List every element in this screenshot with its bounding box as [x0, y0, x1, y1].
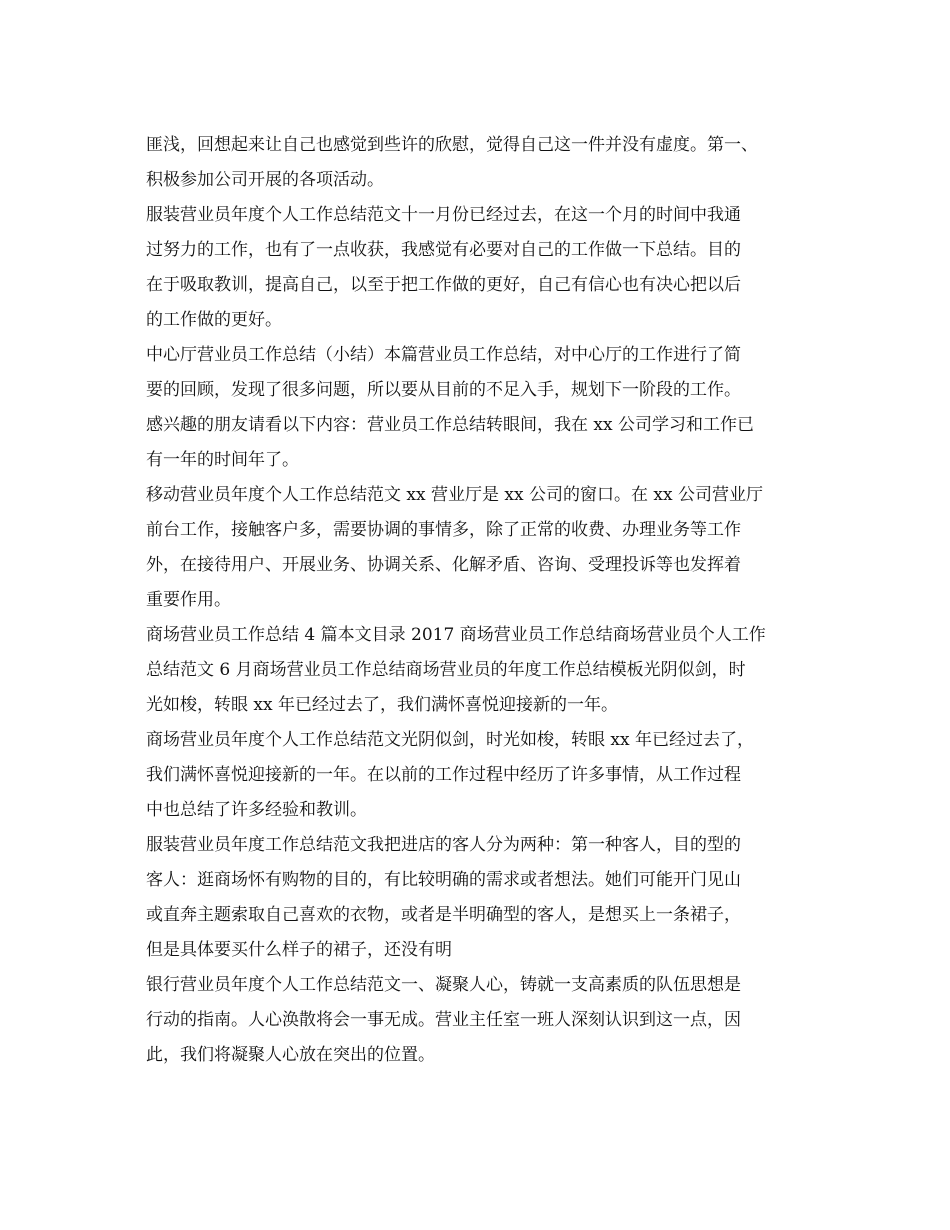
text-line: 或直奔主题索取自己喜欢的衣物，或者是半明确型的客人，是想买上一条裙子， [146, 905, 741, 925]
text-line: 商场营业员年度个人工作总结范文光阴似剑，时光如梭，转眼 xx 年已经过去了， [146, 730, 754, 750]
text-line: 总结范文 6 月商场营业员工作总结商场营业员的年度工作总结模板光阴似剑，时 [146, 660, 746, 680]
text-line: 商场营业员工作总结 4 篇本文目录 2017 商场营业员工作总结商场营业员个人工作 [146, 625, 766, 645]
document-body [146, 128, 826, 1073]
text-line: 移动营业员年度个人工作总结范文 xx 营业厅是 xx 公司的窗口。在 xx 公司营业厅 [146, 485, 763, 505]
text-line: 感兴趣的朋友请看以下内容：营业员工作总结转眼间，我在 xx 公司学习和工作已 [146, 415, 754, 435]
text-line: 此，我们将凝聚人心放在突出的位置。 [146, 1045, 435, 1065]
text-line: 行动的指南。人心涣散将会一事无成。营业主任室一班人深刻认识到这一点，因 [146, 1010, 741, 1030]
text-line: 积极参加公司开展的各项活动。 [146, 170, 384, 190]
text-line: 客人：逛商场怀有购物的目的，有比较明确的需求或者想法。她们可能开门见山 [146, 870, 741, 890]
text-line: 过努力的工作，也有了一点收获，我感觉有必要对自己的工作做一下总结。目的 [146, 240, 741, 260]
text-line: 服装营业员年度个人工作总结范文十一月份已经过去，在这一个月的时间中我通 [146, 205, 741, 225]
text-line: 匪浅，回想起来让自己也感觉到些许的欣慰，觉得自己这一件并没有虚度。第一、 [146, 135, 758, 155]
text-line: 我们满怀喜悦迎接新的一年。在以前的工作过程中经历了许多事情，从工作过程 [146, 765, 741, 785]
text-line: 外，在接待用户、开展业务、协调关系、化解矛盾、咨询、受理投诉等也发挥着 [146, 555, 741, 575]
text-line: 光如梭，转眼 xx 年已经过去了，我们满怀喜悦迎接新的一年。 [146, 695, 618, 715]
text-line: 中也总结了许多经验和教训。 [146, 800, 367, 820]
text-line: 有一年的时间年了。 [146, 450, 299, 470]
text-line: 重要作用。 [146, 590, 231, 610]
text-line: 的工作做的更好。 [146, 310, 282, 330]
text-line: 要的回顾，发现了很多问题，所以要从目前的不足入手，规划下一阶段的工作。 [146, 380, 741, 400]
text-line: 在于吸取教训，提高自己，以至于把工作做的更好，自己有信心也有决心把以后 [146, 275, 741, 295]
text-line: 但是具体要买什么样子的裙子，还没有明 [146, 940, 452, 960]
text-line: 服装营业员年度工作总结范文我把进店的客人分为两种：第一种客人，目的型的 [146, 835, 741, 855]
text-line: 前台工作，接触客户多，需要协调的事情多，除了正常的收费、办理业务等工作 [146, 520, 741, 540]
text-line: 银行营业员年度个人工作总结范文一、凝聚人心，铸就一支高素质的队伍思想是 [146, 975, 741, 995]
text-line: 中心厅营业员工作总结（小结）本篇营业员工作总结，对中心厅的工作进行了简 [146, 345, 741, 365]
